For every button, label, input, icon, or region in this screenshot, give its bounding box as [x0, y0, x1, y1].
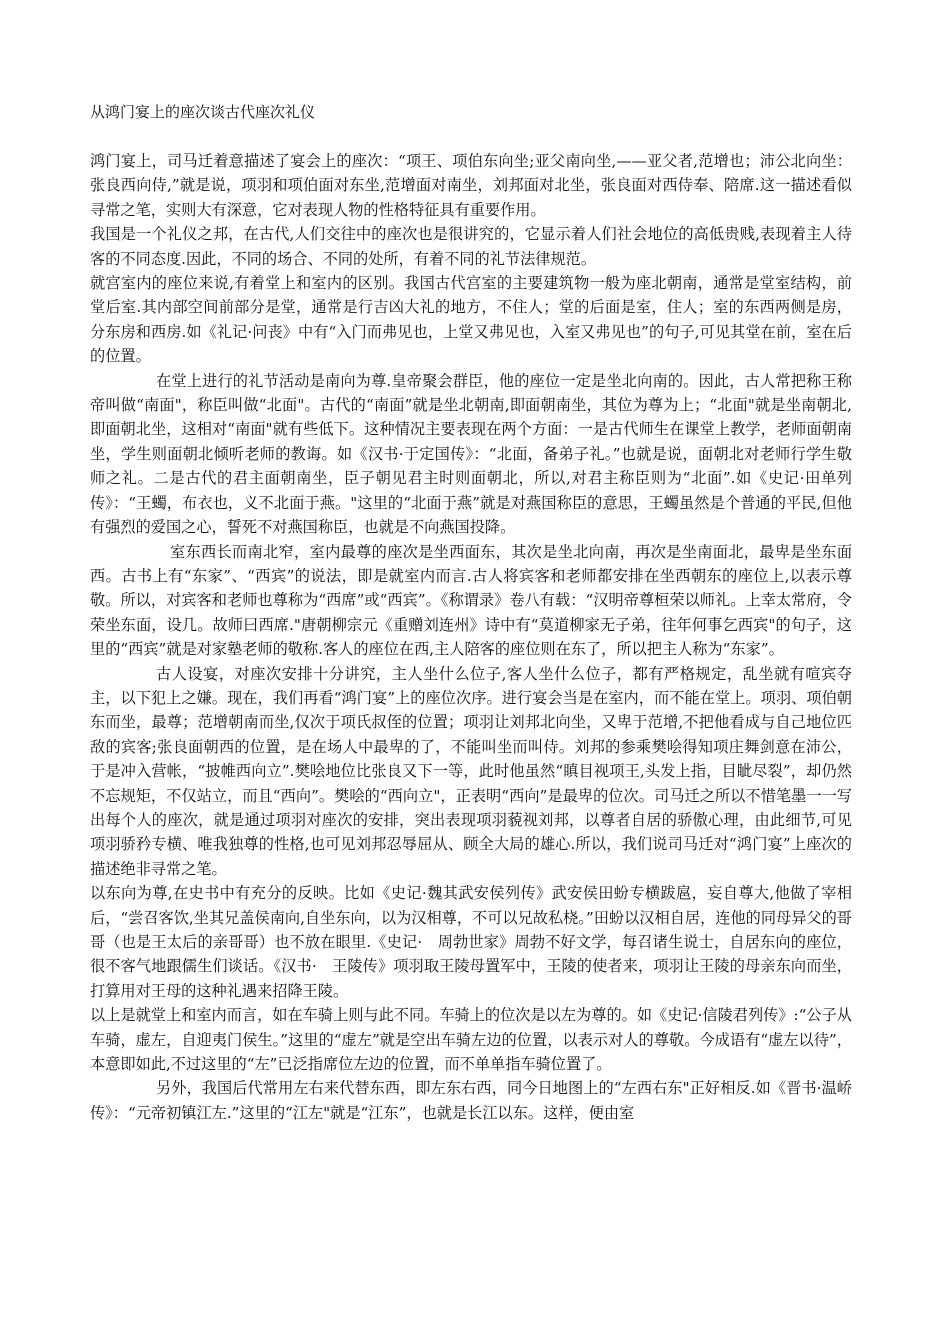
paragraph-2: 我国是一个礼仪之邦，在古代,人们交往中的座次也是很讲究的，它显示着人们社会地位的高低贵贱,表现着主人待客的不同态度.因此，不同的场合、不同的处所，有着不同的礼节法律规范。 — [90, 225, 852, 268]
document-title: 从鸿门宴上的座次谈古代座次礼仪 — [90, 103, 316, 121]
paragraph-7: 以东向为尊,在史书中有充分的反映。比如《史记·魏其武安侯列传》武安侯田蚡专横跋扈，妄自尊大,他做了宰相后，“尝召客饮,坐其兄盖侯南向,自坐东向，以为汉相尊，不可以兄故私桡。”田蚡以汉相自居，连他的同母异父的哥哥（也是王太后的亲哥哥）也不放在眼里.《史记· 周勃世家》周勃不好文学，每召诸生说士，自居东向的座位，很不客气地跟儒生们谈话。《汉书· 王陵传》项羽取王陵母置军中，王陵的使者来，项羽让王陵的母亲东向而坐，打算用对王母的这种礼遇来招降王陵。 — [90, 884, 852, 1000]
paragraph-3: 就宫室内的座位来说,有着堂上和室内的区别。我国古代宫室的主要建筑物一般为座北朝南，通常是堂室结构，前堂后室.其内部空间前部分是堂，通常是行吉凶大礼的地方，不住人；堂的后面是室，住人；室的东西两侧是房，分东房和西房.如《礼记·问丧》中有“入门而弗见也，上堂又弗见也，入室又弗见也”的句子,可见其堂在前，室在后的位置。 — [90, 274, 852, 366]
paragraph-1: 鸿门宴上，司马迁着意描述了宴会上的座次：“项王、项伯东向坐;亚父南向坐,——亚父者,范增也；沛公北向坐：张良西向侍,”就是说，项羽和项伯面对东坐,范增面对南坐，刘邦面对北坐，张良面对西侍奉、陪席.这一描述看似寻常之笔，实则大有深意，它对表现人物的性格特征具有重要作用。 — [90, 152, 852, 219]
paragraph-5: 室东西长而南北窄，室内最尊的座次是坐西面东，其次是坐北向南，再次是坐南面北，最卑是坐东面西。古书上有“东家”、“西宾”的说法，即是就室内而言.古人将宾客和老师都安排在坐西朝东的座位上,以表示尊敬。所以，对宾客和老师也尊称为“西席”或“西宾”。《称谓录》卷八有载：“汉明帝尊桓荣以师礼。上幸太常府，令荣坐东面，设几。故师曰西席."唐朝柳宗元《重赠刘连州》诗中有“莫道柳家无子弟，往年何事乞西宾"的句子，这里的“西宾”就是对家塾老师的敬称.客人的座位在西,主人陪客的座位则在东了，所以把主人称为“东家”。 — [90, 542, 852, 659]
paragraph-6: 古人设宴，对座次安排十分讲究，主人坐什么位子,客人坐什么位子，都有严格规定，乱坐就有喧宾夺主，以下犯上之嫌。现在，我们再看“鸿门宴”上的座位次序。进行宴会当是在室内，而不能在堂上。项羽、项伯朝东而坐，最尊；范增朝南而坐,仅次于项氏叔侄的位置；项羽让刘邦北向坐，又卑于范增,不把他看成与自己地位匹敌的宾客;张良面朝西的位置，是在场人中最卑的了，不能叫坐而叫侍。刘邦的参乘樊哙得知项庄舞剑意在沛公，于是冲入营帐，“披帷西向立”.樊哙地位比张良又下一等，此时他虽然“瞋目视项王,头发上指，目眦尽裂”，却仍然不忘规矩，不仅站立，而且“西向”。樊哙的“西向立"，正表明“西向”是最卑的位次。司马迁之所以不惜笔墨一一写出每个人的座次，就是通过项羽对座次的安排，突出表现项羽藐视刘邦，以尊者自居的骄傲心理，由此细节,可见项羽骄矜专横、唯我独尊的性格,也可见刘邦忍辱屈从、顾全大局的雄心.所以，我们说司马迁对“鸿门宴”上座次的描述绝非寻常之笔。 — [90, 664, 852, 878]
paragraph-8: 以上是就堂上和室内而言，如在车骑上则与此不同。车骑上的位次是以左为尊的。如《史记·信陵君列传》:“公子从车骑，虚左，自迎夷门侯生。”这里的“虚左”就是空出车骑左边的位置，以表示对人的尊敬。今成语有“虚左以待”，本意即如此,不过这里的“左”已泛指席位左边的位置，而不单单指车骑位置了。 — [90, 1006, 852, 1074]
paragraph-9: 另外，我国后代常用左右来代替东西，即左东右西，同今日地图上的“左西右东"正好相反.如《晋书·温峤传》：“元帝初镇江左.”这里的“江左"就是“江东”，也就是长江以东。这样，便由室 — [90, 1079, 852, 1122]
document-body — [90, 149, 852, 1125]
paragraph-4: 在堂上进行的礼节活动是南向为尊.皇帝聚会群臣，他的座位一定是坐北向南的。因此，古人常把称王称帝叫做“南面"，称臣叫做“北面"。古代的“南面”就是坐北朝南,即面朝南坐，其位为尊为上；“北面"就是坐南朝北,即面朝北坐，这相对“南面"就有些低下。这种情况主要表现在两个方面：一是古代师生在课堂上教学，老师面朝南坐，学生则面朝北倾听老师的教诲。如《汉书·于定国传》：“北面，备弟子礼。”也就是说，面朝北对老师行学生敬师之礼。二是古代的君主面朝南坐，臣子朝见君主时则面朝北，所以,对君主称臣则为“北面”.如《史记·田单列传》：“王蠋，布衣也，义不北面于燕。"这里的“北面于燕”就是对燕国称臣的意思，王蠋虽然是个普通的平民,但他有强烈的爱国之心，誓死不对燕国称臣，也就是不向燕国投降。 — [90, 371, 853, 537]
